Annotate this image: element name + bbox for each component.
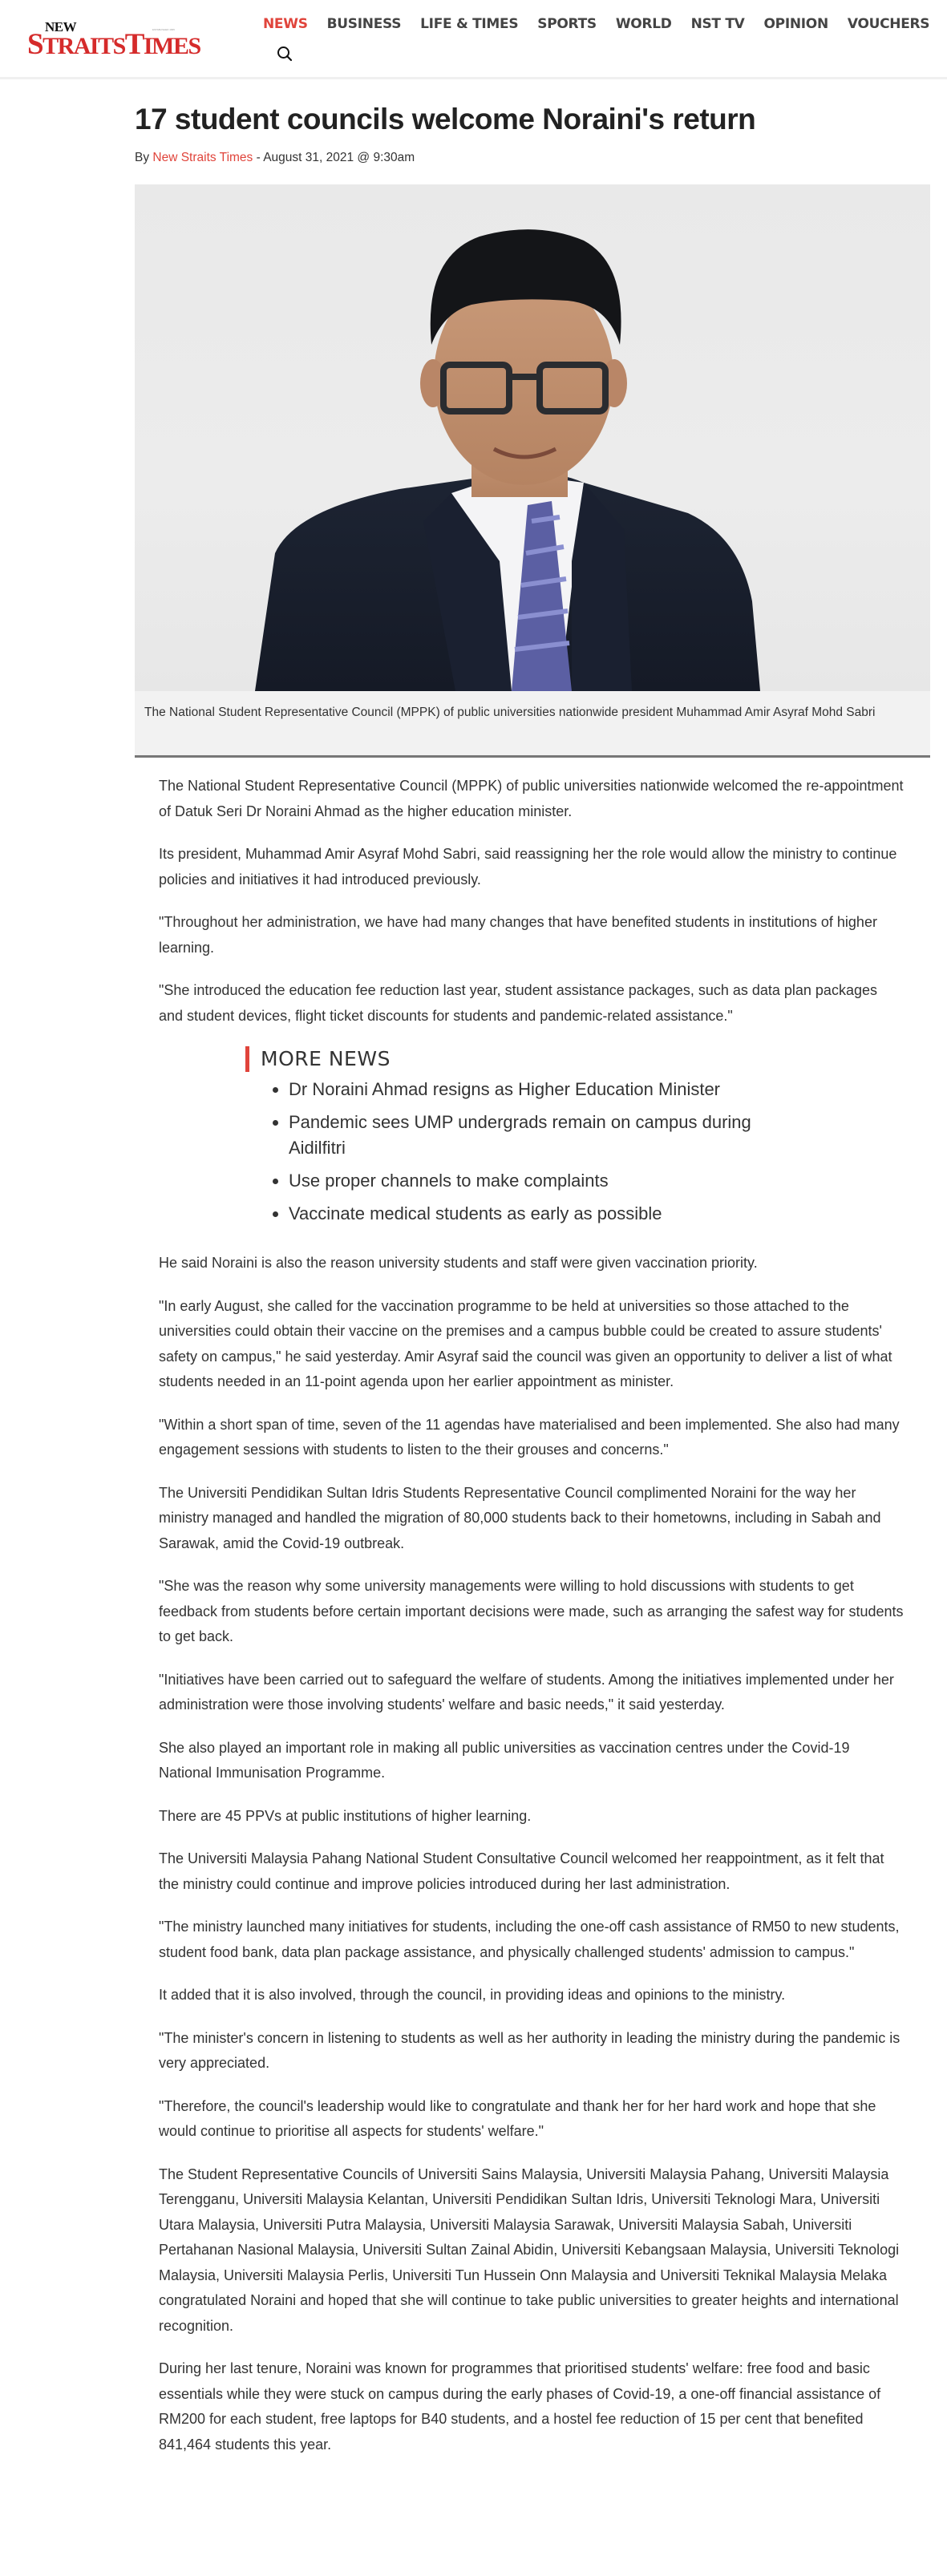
- site-logo[interactable]: [27, 19, 212, 59]
- search-button[interactable]: [276, 45, 293, 63]
- more-news-list: [245, 1077, 775, 1227]
- nav-world[interactable]: WORLD: [615, 16, 672, 32]
- paragraph: "The ministry launched many initiatives for students, including the one-off cash assistance of RM50 to new students, student food bank, data plan package assistance, and physically challenged students' admission to campus.": [159, 1919, 900, 1960]
- site-header: [0, 0, 947, 79]
- nav-news[interactable]: NEWS: [263, 16, 308, 32]
- nav-opinion[interactable]: OPINION: [763, 16, 828, 32]
- byline-prefix: By: [135, 151, 153, 164]
- main-nav: [263, 16, 947, 38]
- search-icon: [276, 45, 293, 63]
- logo-established: ESTABLISHED 1845: [152, 28, 175, 31]
- more-news-link[interactable]: Vaccinate medical students as early as possible: [289, 1203, 662, 1223]
- paragraph: "Throughout her administration, we have had many changes that have benefited students in institutions of higher learning.: [159, 914, 877, 956]
- more-news-heading: MORE NEWS: [245, 1046, 775, 1072]
- nav-nst-tv[interactable]: NST TV: [690, 16, 745, 32]
- paragraph: He said Noraini is also the reason university students and staff were given vaccination priority.: [159, 1255, 758, 1271]
- more-news-item: [289, 1077, 775, 1102]
- more-news-item: [289, 1168, 775, 1194]
- caption-text: The National Student Representative Council (MPPK) of public universities nationwide president Muhammad Amir Asyraf Mohd Sabri: [144, 706, 876, 719]
- more-news-link[interactable]: Dr Noraini Ahmad resigns as Higher Education Minister: [289, 1079, 721, 1099]
- more-news-item: [289, 1201, 775, 1227]
- logo-straits-times: STRAITSTIMES: [27, 28, 200, 61]
- paragraph: She also played an important role in making all public universities as vaccination centres under the Covid-19 National Immunisation Programme.: [159, 1739, 850, 1781]
- paragraph: "The minister's concern in listening to students as well as her authority in leading the ministry during the pandemic is very appreciated.: [159, 2029, 900, 2071]
- article-photo: [135, 184, 930, 691]
- byline-separator: -: [253, 151, 264, 164]
- article-title: 17 student councils welcome Noraini's return: [135, 103, 756, 135]
- paragraph: The Universiti Pendidikan Sultan Idris Students Representative Council complimented Noraini for the way her ministry managed and handled the migration of 80,000 students back to their hometowns, including in Sabah and Sarawak, amid the Covid-19 outbreak.: [159, 1484, 881, 1551]
- publish-date: August 31, 2021 @ 9:30am: [263, 151, 415, 164]
- paragraph: Its president, Muhammad Amir Asyraf Mohd Sabri, said reassigning her the role would allow the ministry to continue policies and initiatives it had introduced previously.: [159, 846, 897, 888]
- paragraph: "Within a short span of time, seven of the 11 agendas have materialised and been implemented. She also had many engagement sessions with students to listen to the their grouses and concerns.": [159, 1416, 900, 1458]
- paragraph: During her last tenure, Noraini was known for programmes that prioritised students' welfare: free food and basic essentials while they were stuck on campus during the early phases of Covid-19, a one-off financial assistance of RM200 for each student, free laptops for B40 students, and a hostel fee reduction of 15 per cent that benefited 841,464 students this year.: [159, 2360, 881, 2453]
- photo-caption: [135, 691, 930, 758]
- paragraph: It added that it is also involved, through the council, in providing ideas and opinions to the ministry.: [159, 1987, 786, 2003]
- logo-new: NEW: [45, 19, 77, 34]
- nav-life-times[interactable]: LIFE & TIMES: [420, 16, 519, 32]
- portrait-image: [135, 184, 930, 691]
- author-link[interactable]: New Straits Times: [152, 151, 253, 164]
- more-news-box: [245, 1046, 775, 1227]
- article-body: [159, 774, 905, 2475]
- paragraph: The Universiti Malaysia Pahang National Student Consultative Council welcomed her reappointment, as it felt that the ministry could continue and improve policies introduced during her last administration.: [159, 1850, 884, 1892]
- paragraph: "She introduced the education fee reduction last year, student assistance packages, such as data plan packages and student devices, flight ticket discounts for students and pandemic-related assistance.": [159, 982, 877, 1024]
- paragraph: "Initiatives have been carried out to safeguard the welfare of students. Among the initiatives implemented under her administration were those involving students' welfare and basic needs," it said yesterday.: [159, 1671, 894, 1713]
- byline: [135, 151, 415, 165]
- paragraph: "In early August, she called for the vaccination programme to be held at universities so those attached to the universities could obtain their vaccine on the premises and a campus bubble could be created to assure students' safety on campus," he said yesterday. Amir Asyraf said the council was given an opportunity to deliver a list of what students needed in an 11-point agenda upon her earlier appointment as minister.: [159, 1297, 892, 1389]
- more-news-item: [289, 1110, 775, 1161]
- paragraph: There are 45 PPVs at public institutions of higher learning.: [159, 1807, 532, 1824]
- paragraph: The Student Representative Councils of Universiti Sains Malaysia, Universiti Malaysia Pahang, Universiti Malaysia Terengganu, Universiti Malaysia Kelantan, Universiti Pendidikan Sultan Idris, Universiti Teknologi Mara, Universiti Utara Malaysia, Universiti Putra Malaysia, Universiti Malaysia Sarawak, Universiti Malaysia Sabah, Universiti Pertahanan Nasional Malaysia, Universiti Sultan Zainal Abidin, Universiti Kebangsaan Malaysia, Universiti Teknologi Malaysia, Universiti Malaysia Perlis, Universiti Tun Hussein Onn Malaysia and Universiti Teknikal Malaysia Melaka congratulated Noraini and hoped that she will continue to take public universities to greater heights and international recognition.: [159, 2166, 900, 2334]
- nav-business[interactable]: BUSINESS: [326, 16, 402, 32]
- paragraph: "She was the reason why some university managements were willing to hold discussions with students to get feedback from students before certain important decisions were made, such as arranging the safest way for students to get back.: [159, 1578, 904, 1644]
- nav-sports[interactable]: SPORTS: [537, 16, 597, 32]
- more-news-link[interactable]: Use proper channels to make complaints: [289, 1171, 609, 1191]
- paragraph: The National Student Representative Council (MPPK) of public universities nationwide welcomed the re-appointment of Datuk Seri Dr Noraini Ahmad as the higher education minister.: [159, 778, 904, 819]
- nav-vouchers[interactable]: VOUCHERS: [847, 16, 930, 32]
- paragraph: "Therefore, the council's leadership would like to congratulate and thank her for her hard work and hope that she would continue to prioritise all aspects for students' welfare.": [159, 2097, 876, 2139]
- more-news-link[interactable]: Pandemic sees UMP undergrads remain on campus during Aidilfitri: [289, 1112, 751, 1158]
